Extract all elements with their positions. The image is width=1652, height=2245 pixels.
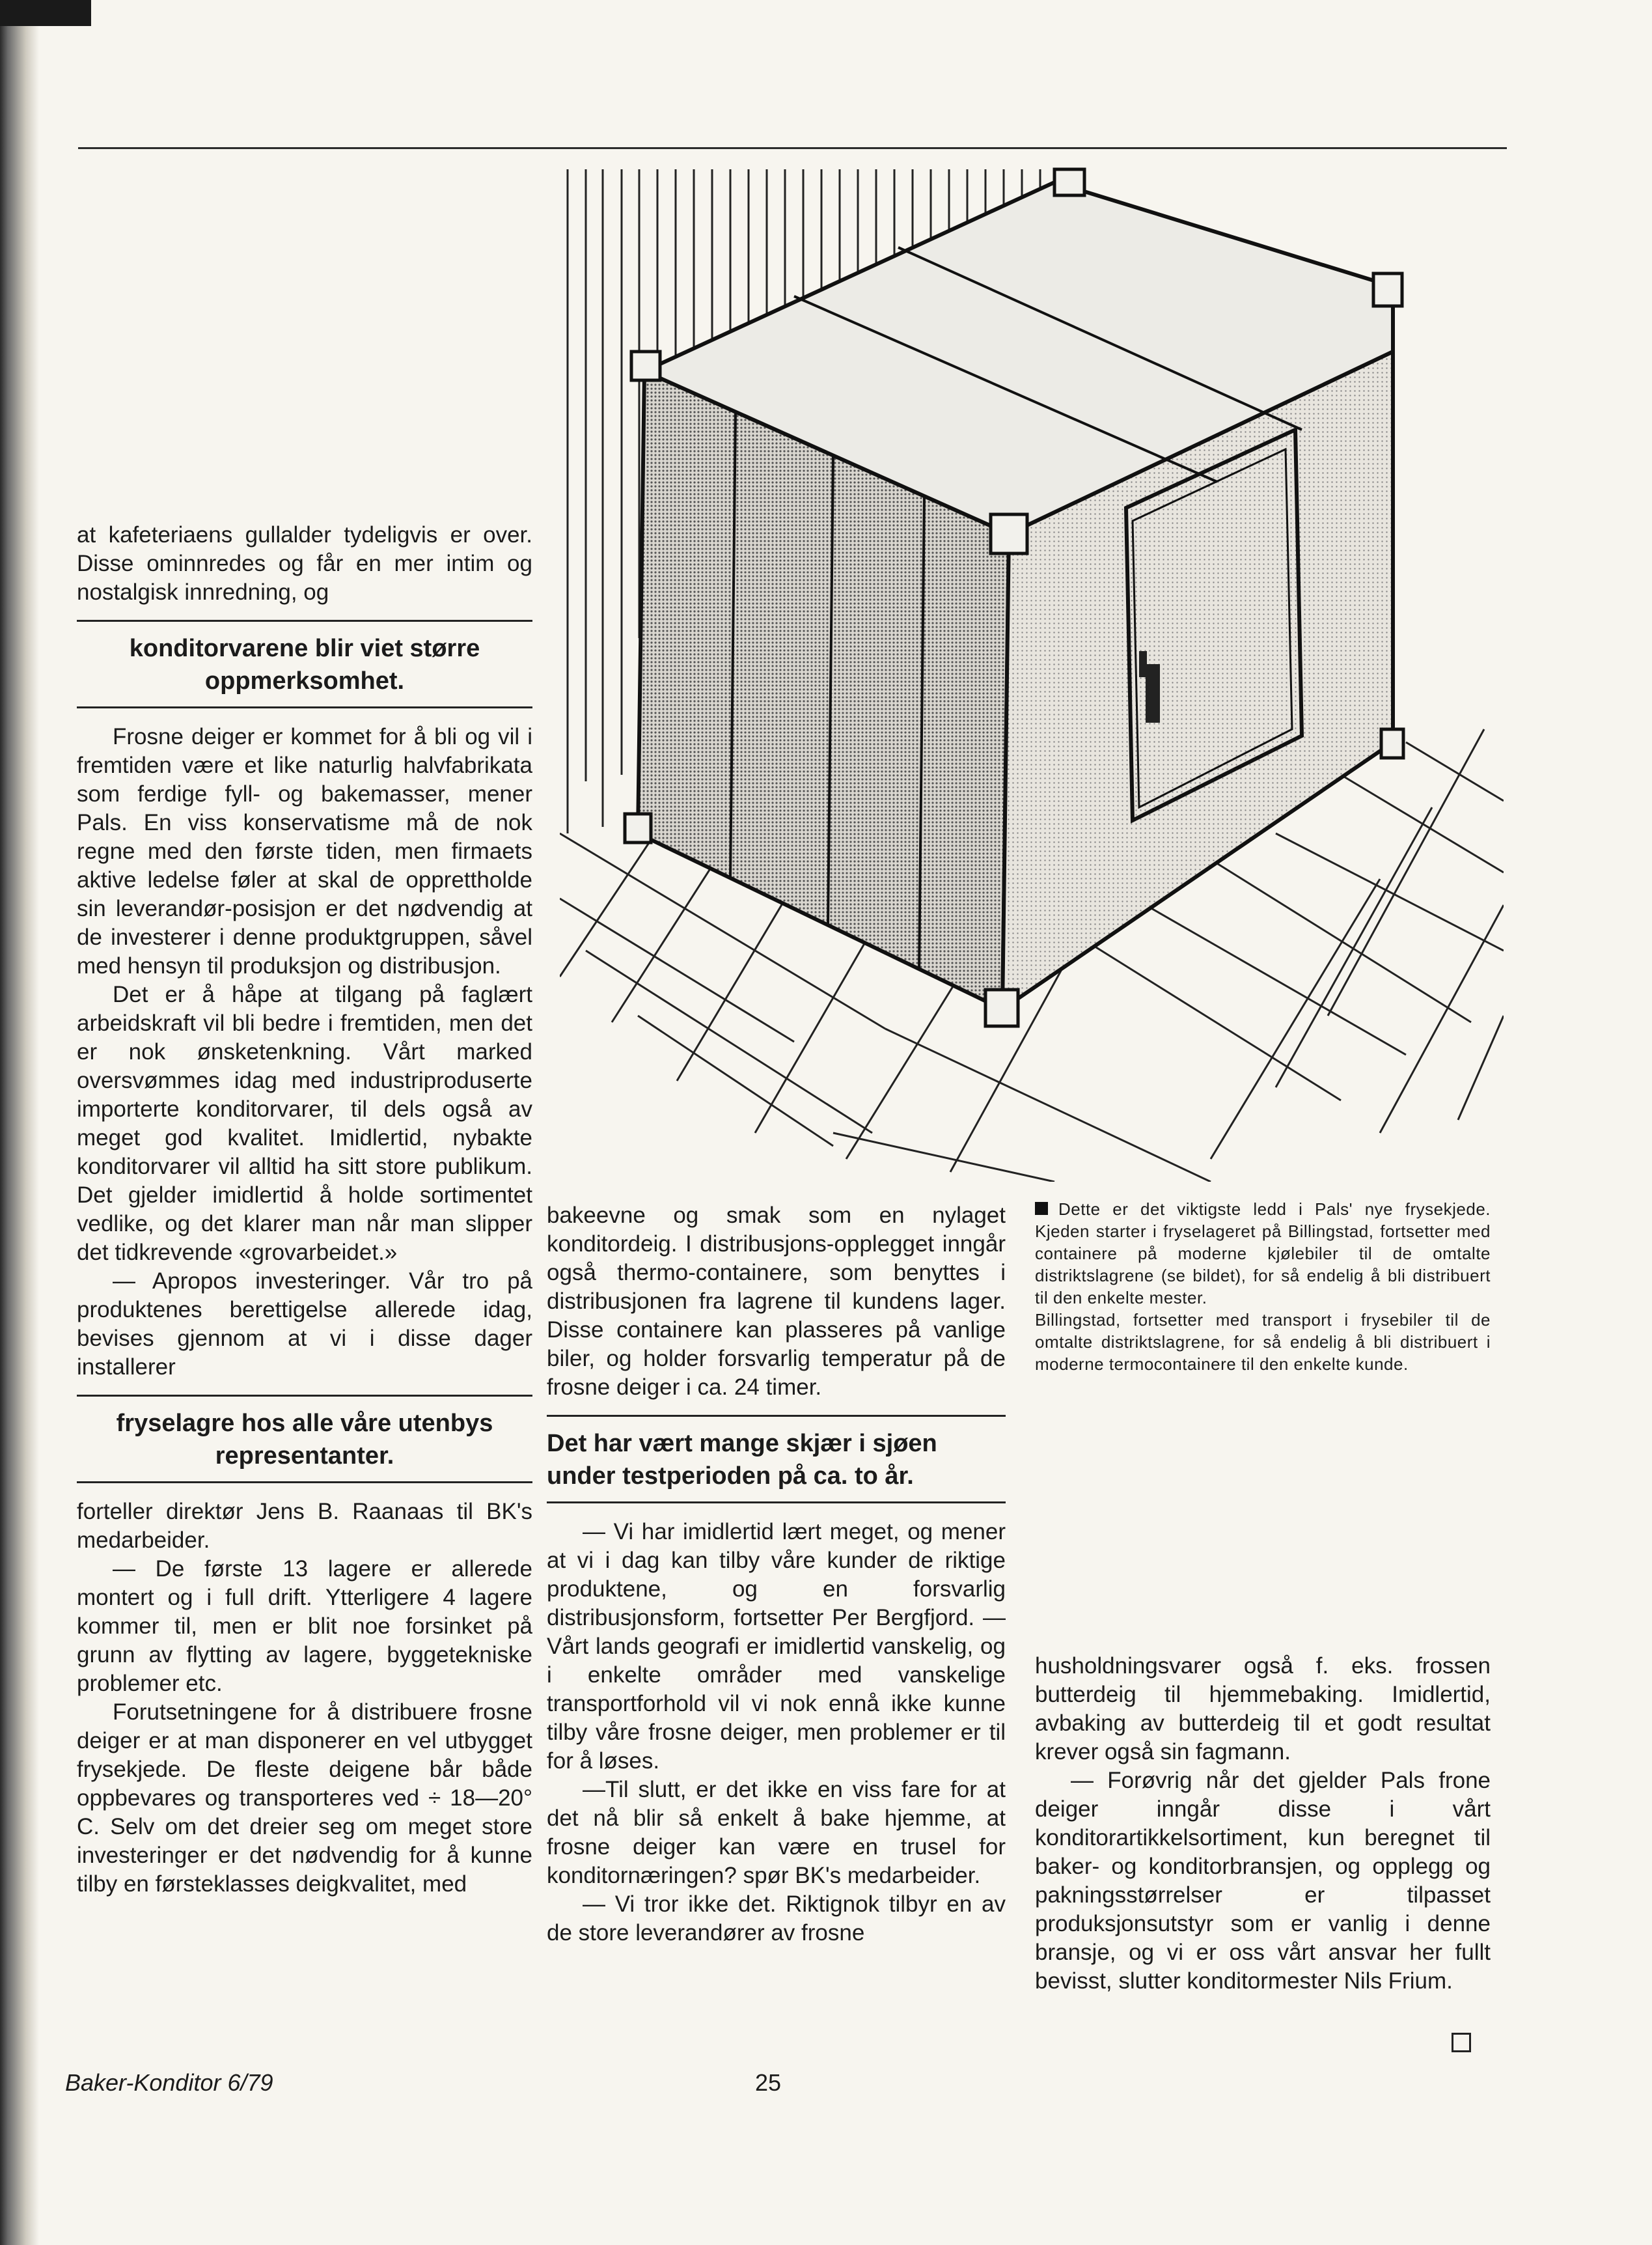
end-of-article-icon xyxy=(1452,2033,1471,2052)
left-para-4: forteller direktør Jens B. Raanaas til BK's medarbeider. xyxy=(77,1499,532,1553)
square-bullet-icon xyxy=(1035,1202,1048,1215)
left-intro: at kafeteriaens gullalder tydeligvis er over. Disse ominnredes og får en mer intim og nostalgisk innredning, og xyxy=(77,522,532,605)
caption-line-2: Billingstad, fortsetter med transport i frysebiler til de omtalte distriktslagrene, for så endelig å bli distribuert i moderne termocontainere til den enkelte kunde. xyxy=(1035,1310,1491,1374)
right-para-2: — Forøvrig når det gjelder Pals frone deiger inngår disse i vårt konditorartikkelsortiment, kun beregnet til baker- og konditorbransjen, og opplegg og pakningsstørrelser er tilpasset produksjonsutstyr som er vanlig i denne bransje, og vi er oss vårt ansvar her fullt bevisst, slutter konditormester Nils Frium. xyxy=(1035,1768,1491,1994)
headline-3: Det har vært mange skjær i sjøen under testperioden på ca. to år. xyxy=(547,1415,1006,1503)
left-para-1: Frosne deiger er kommet for å bli og vil i fremtiden være et like naturlig halvfabrikata som ferdige fyll- og bakemasser, mener Pals. En viss konservatisme må de nok regne med den første tiden, men firmaets aktive ledelse føler at skal de opprettholde sin leverandør-posisjon er det nødvendig at de investerer i denne produktgruppen, såvel med hensyn til produksjon og distribusjon. xyxy=(77,724,532,979)
mid-para-1: bakeevne og smak som en nylaget konditordeig. I distribusjons-opplegget inngår også thermo-containere, som benyttes i distribusjonen fra lagrene til kundens lager. Disse containere kan plasseres på vanlige biler, og holder forsvarlig temperatur på de frosne deiger i ca. 24 timer. xyxy=(547,1203,1006,1400)
headline-2: fryselagre hos alle våre utenbys representanter. xyxy=(77,1395,532,1483)
right-para-1: husholdningsvarer også f. eks. frossen butterdeig til hjemmebaking. Imidlertid, avbaking av butterdeig til et godt resultat krever også sin fagmann. xyxy=(1035,1653,1491,1764)
mid-para-2: — Vi har imidlertid lært meget, og mener at vi i dag kan tilby våre kunder de riktige produktene, og en forsvarlig distribusjonsform, fortsetter Per Bergfjord. — Vårt lands geografi er imidlertid vanskelig, og i enkelte områder med vanskelige transportforhold vil vi nok ennå ikke kunne tilby våre frosne deiger, men problemer er til for å løses. xyxy=(547,1519,1006,1774)
mid-para-4: — Vi tror ikke det. Riktignok tilbyr en av de store leverandører av frosne xyxy=(547,1891,1006,1945)
middle-column-top xyxy=(547,1201,1006,1947)
left-para-6: Forutsetningene for å distribuere frosne deiger er at man disponerer en vel utbygget frysekjede. De fleste deigene bår både oppbevares og transporteres ved ÷ 18—20° C. Selv om det dreier seg om meget store investeringer er det nødvendig for å kunne tilby en førsteklasses deigkvalitet, med xyxy=(77,1699,532,1897)
page-binding-shadow xyxy=(0,0,39,2245)
right-column xyxy=(1035,1652,1491,1996)
headline-1: konditorvarene blir viet større oppmerksomhet. xyxy=(77,620,532,708)
page-corner-shadow xyxy=(0,0,91,26)
caption-line-1: Dette er det viktigste ledd i Pals' nye frysekjede. Kjeden starter i fryselageret på Billingstad, fortsetter med containere på moderne kjølebiler til de omtalte distriktslagrene (se bildet), for så endelig å bli distribuert til den enkelte mester. xyxy=(1035,1199,1491,1307)
top-rule xyxy=(78,147,1507,149)
left-column xyxy=(77,521,532,1899)
mid-para-3: —Til slutt, er det ikke en viss fare for at det nå blir så enkelt å bake hjemme, at frosne deiger kan være en trusel for konditornæringen? spør BK's medarbeider. xyxy=(547,1777,1006,1888)
freezer-container-illustration xyxy=(560,156,1504,1182)
magazine-footer: Baker-Konditor 6/79 xyxy=(65,2069,273,2096)
figure-caption xyxy=(1035,1198,1491,1375)
left-para-2: Det er å håpe at tilgang på faglært arbeidskraft vil bli bedre i fremtiden, men det er nok ønsketenkning. Vårt marked oversvømmes idag med industriproduserte importerte konditorvarer, til dels også av meget god kvalitet. Imidlertid, nybakte konditorvarer vil alltid ha sitt store publikum. Det gjelder imidlertid å holde sortimentet vedlike, og det klarer man når man slipper det tidkrevende «grovarbeidet.» xyxy=(77,982,532,1265)
left-para-3: — Apropos investeringer. Vår tro på produktenes berettigelse allerede idag, bevises gjennom at vi i disse dager installerer xyxy=(77,1268,532,1380)
page-number: 25 xyxy=(755,2069,782,2096)
left-para-5: — De første 13 lagere er allerede montert og i full drift. Ytterligere 4 lagere kommer til, men er blit noe forsinket på grunn av flytting av lagere, byggetekniske problemer etc. xyxy=(77,1556,532,1696)
